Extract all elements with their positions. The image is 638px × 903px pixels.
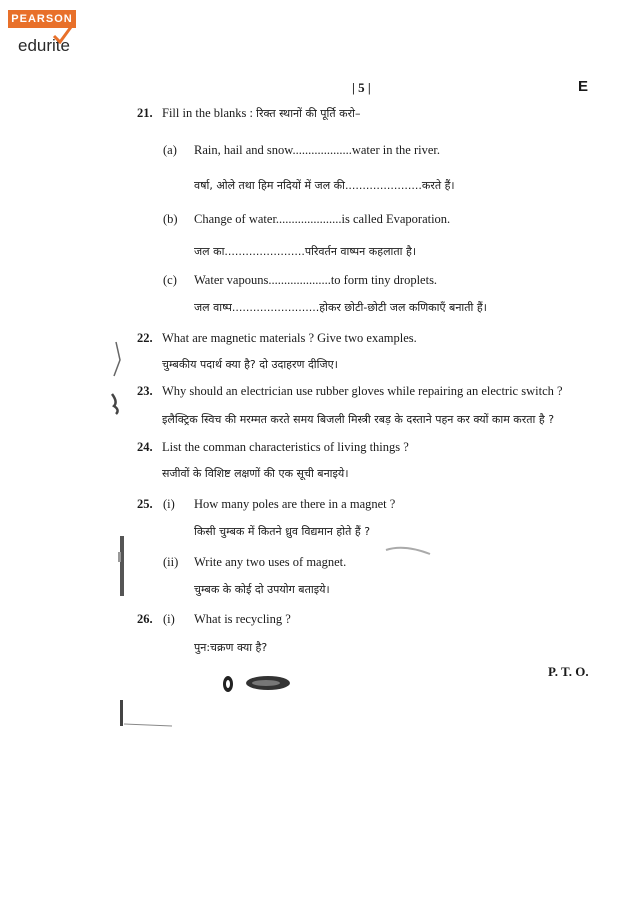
question-hi: चुम्बकीय पदार्थ क्या है? दो उदाहरण दीजिए। <box>162 358 338 371</box>
part-hi: वर्षा, ओले तथा हिम नदियों में जल की......................करते हैं। <box>194 179 455 192</box>
part-hi: पुन:चक्रण क्या है? <box>194 641 268 654</box>
question-en: Why should an electrician use rubber gloves while repairing an electric switch ? <box>162 384 563 398</box>
ink-smudge-icon <box>216 672 296 696</box>
part-en: Water vapouns....................to form tiny droplets. <box>194 273 438 287</box>
page-turn-over: P. T. O. <box>548 664 589 679</box>
part-en: What is recycling ? <box>194 612 291 626</box>
question-en: Fill in the blanks : <box>162 106 253 120</box>
question-number: 22. <box>137 331 153 345</box>
question-number: 24. <box>137 440 153 454</box>
question-hi: इलैक्ट्रिक स्विच की मरम्मत करते समय बिजली मिस्त्री रबड़ के दस्ताने पहन कर क्यों काम करता है ? <box>162 413 555 426</box>
part-hi: जल वाष्प.........................होकर छोटी-छोटी जल कणिकाएँ बनाती हैं। <box>194 301 487 314</box>
scan-mark-icon <box>108 340 128 380</box>
question-hi: रिक्त स्थानों की पूर्ति करो– <box>256 107 361 120</box>
publisher-badge: PEARSON <box>8 10 76 28</box>
part-en: How many poles are there in a magnet ? <box>194 497 396 511</box>
product-logo <box>18 36 78 56</box>
part-label: (ii) <box>163 555 179 569</box>
part-hi: चुम्बक के कोई दो उपयोग बताइये। <box>194 583 330 596</box>
page-number: | 5 | <box>352 80 371 95</box>
product-name: edurite <box>18 36 70 55</box>
part-label: (a) <box>163 143 177 157</box>
part-hi: किसी चुम्बक में कितने ध्रुव विद्यमान होते हैं ? <box>194 525 371 538</box>
part-label: (c) <box>163 273 177 287</box>
brand-logo <box>8 10 78 56</box>
question-hi: सजीवों के विशिष्ट लक्षणों की एक सूची बनाइये। <box>162 467 349 480</box>
question-number: 23. <box>137 384 153 398</box>
part-en: Rain, hail and snow...................water in the river. <box>194 143 441 157</box>
question-en: List the comman characteristics of living things ? <box>162 440 409 454</box>
set-code: E <box>578 78 589 95</box>
part-label: (b) <box>163 212 178 226</box>
scan-mark-icon <box>116 700 176 730</box>
scan-mark-icon <box>116 532 130 602</box>
question-number: 26. <box>137 612 153 626</box>
part-en: Write any two uses of magnet. <box>194 555 347 569</box>
question-text <box>162 106 360 121</box>
scan-mark-icon <box>108 392 124 416</box>
checkmark-icon <box>52 26 72 44</box>
part-label: (i) <box>163 497 175 511</box>
part-en: Change of water.....................is called Evaporation. <box>194 212 451 226</box>
part-hi: जल का.......................परिवर्तन वाष्पन कहलाता है। <box>194 245 416 258</box>
question-en: What are magnetic materials ? Give two examples. <box>162 331 417 345</box>
question-number: 21. <box>137 106 153 120</box>
part-label: (i) <box>163 612 175 626</box>
question-number: 25. <box>137 497 153 511</box>
scan-mark-icon <box>384 540 434 560</box>
